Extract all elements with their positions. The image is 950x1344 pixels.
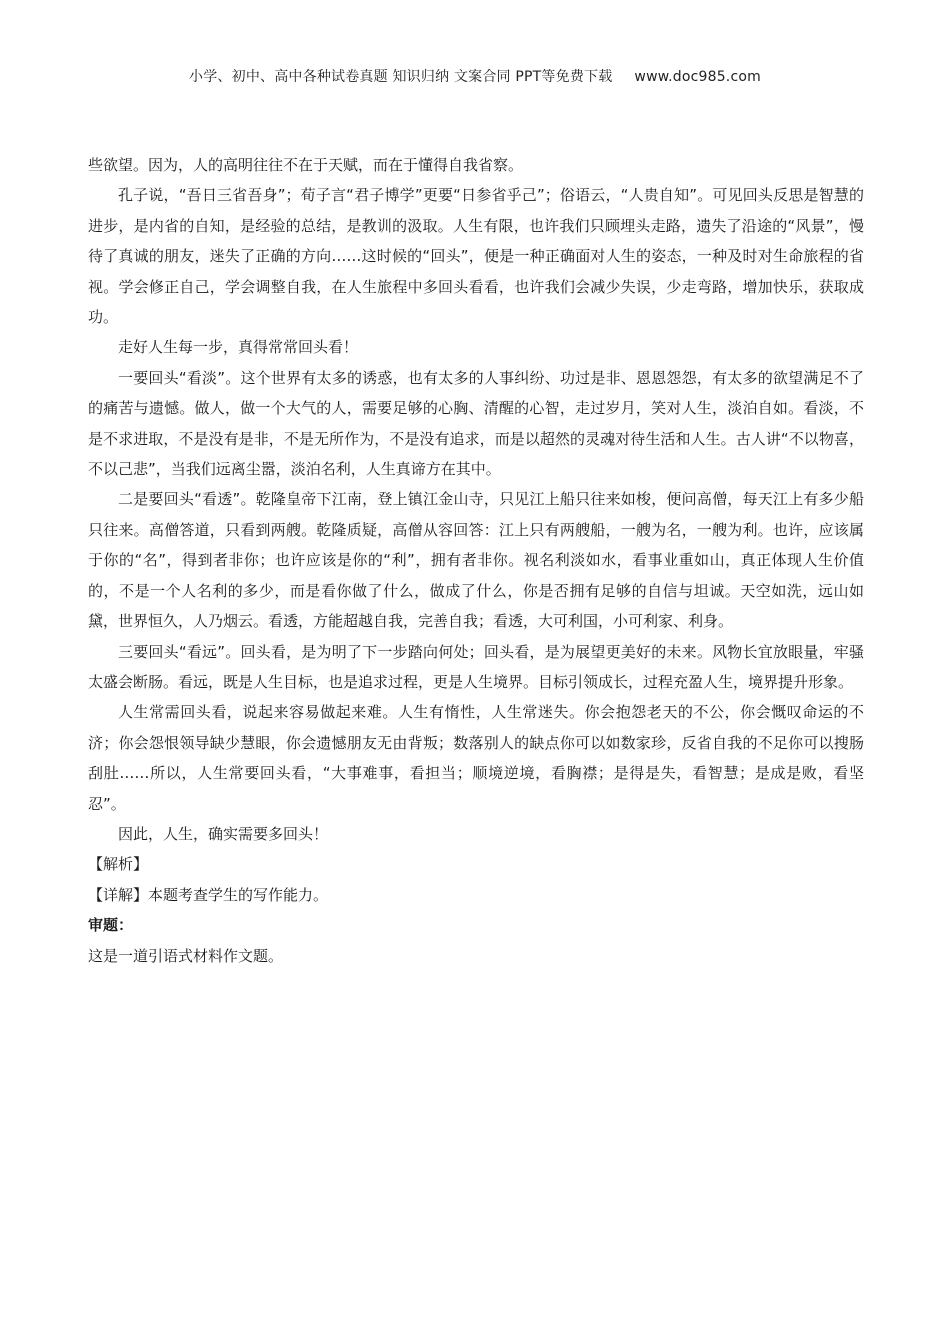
page-header xyxy=(0,66,950,86)
paragraph-5: 二是要回头“看透”。乾隆皇帝下江南，登上镇江金山寺，只见江上船只往来如梭，便问高僧，每天江上有多少船只往来。高僧答道，只看到两艘。乾隆质疑，高僧从容回答：江上只有两艘船，一艘为名，一艘为利。也许，应该属于你的“名”，得到者非你；也许应该是你的“利”，拥有者非你。视名利淡如水，看事业重如山，真正体现人生价值的，不是一个人名利的多少，而是看你做了什么，做成了什么，你是否拥有足够的自信与坦诚。天空如洗，远山如黛，世界恒久，人乃烟云。看透，方能超越自我，完善自我；看透，大可利国，小可利家、利身。 xyxy=(88,490,864,631)
topic-review-text: 这是一道引语式材料作文题。 xyxy=(88,946,284,965)
paragraph-2: 孔子说，“吾日三省吾身”；荀子言“君子博学”更要“日参省乎己”；俗语云，“人贵自知”。可见回头反思是智慧的进步，是内省的自知，是经验的总结，是教训的汲取。人生有限，也许我们只顾埋头走路，遗失了沿途的“风景”，慢待了真诚的朋友，迷失了正确的方向……这时候的“回头”，便是一种正确面对人生的姿态，一种及时对生命旅程的省视。学会修正自己，学会调整自我，在人生旅程中多回头看看，也许我们会减少失误，少走弯路，增加快乐，获取成功。 xyxy=(88,186,864,327)
paragraph-4: 一要回头“看淡”。这个世界有太多的诱惑，也有太多的人事纠纷、功过是非、恩恩怨怨，有太多的欲望满足不了的痛苦与遗憾。做人，做一个大气的人，需要足够的心胸、清醒的心智，走过岁月，笑对人生，淡泊自如。看淡，不是不求进取，不是没有是非，不是无所作为，不是没有追求，而是以超然的灵魂对待生活和人生。古人讲“不以物喜，不以己悲”，当我们远离尘嚣，淡泊名利，人生真谛方在其中。 xyxy=(88,368,864,479)
header-site-url: www.doc985.com xyxy=(634,69,761,85)
document-body xyxy=(88,150,864,971)
paragraph-3: 走好人生每一步，真得常常回头看！ xyxy=(118,338,359,357)
topic-review-heading: 审题： xyxy=(88,916,134,935)
paragraph-1: 些欲望。因为，人的高明往往不在于天赋，而在于懂得自我省察。 xyxy=(88,156,524,174)
paragraph-6: 三要回头“看远”。回头看，是为明了下一步踏向何处；回头看，是为展望更美好的未来。风物长宜放眼量，牢骚太盛会断肠。看远，既是人生目标，也是追求过程，更是人生境界。目标引领成长，过程充盈人生，境界提升形象。 xyxy=(88,642,864,691)
paragraph-7: 人生常需回头看，说起来容易做起来难。人生有惰性，人生常迷失。你会抱怨老天的不公，你会慨叹命运的不济；你会怨恨领导缺少慧眼，你会遗憾朋友无由背叛；数落别人的缺点你可以如数家珍，反省自我的不足你可以搜肠刮肚……所以，人生常要回头看，“大事难事，看担当；顺境逆境，看胸襟；是得是失，看智慧；是成是败，看坚忍”。 xyxy=(88,703,864,813)
header-tagline: 小学、初中、高中各种试卷真题 知识归纳 文案合同 PPT等免费下载 xyxy=(189,69,613,85)
detail-explanation: 【详解】本题考查学生的写作能力。 xyxy=(88,885,329,904)
analysis-heading: 【解析】 xyxy=(88,855,149,874)
paragraph-8: 因此，人生，确实需要多回头！ xyxy=(118,824,329,843)
